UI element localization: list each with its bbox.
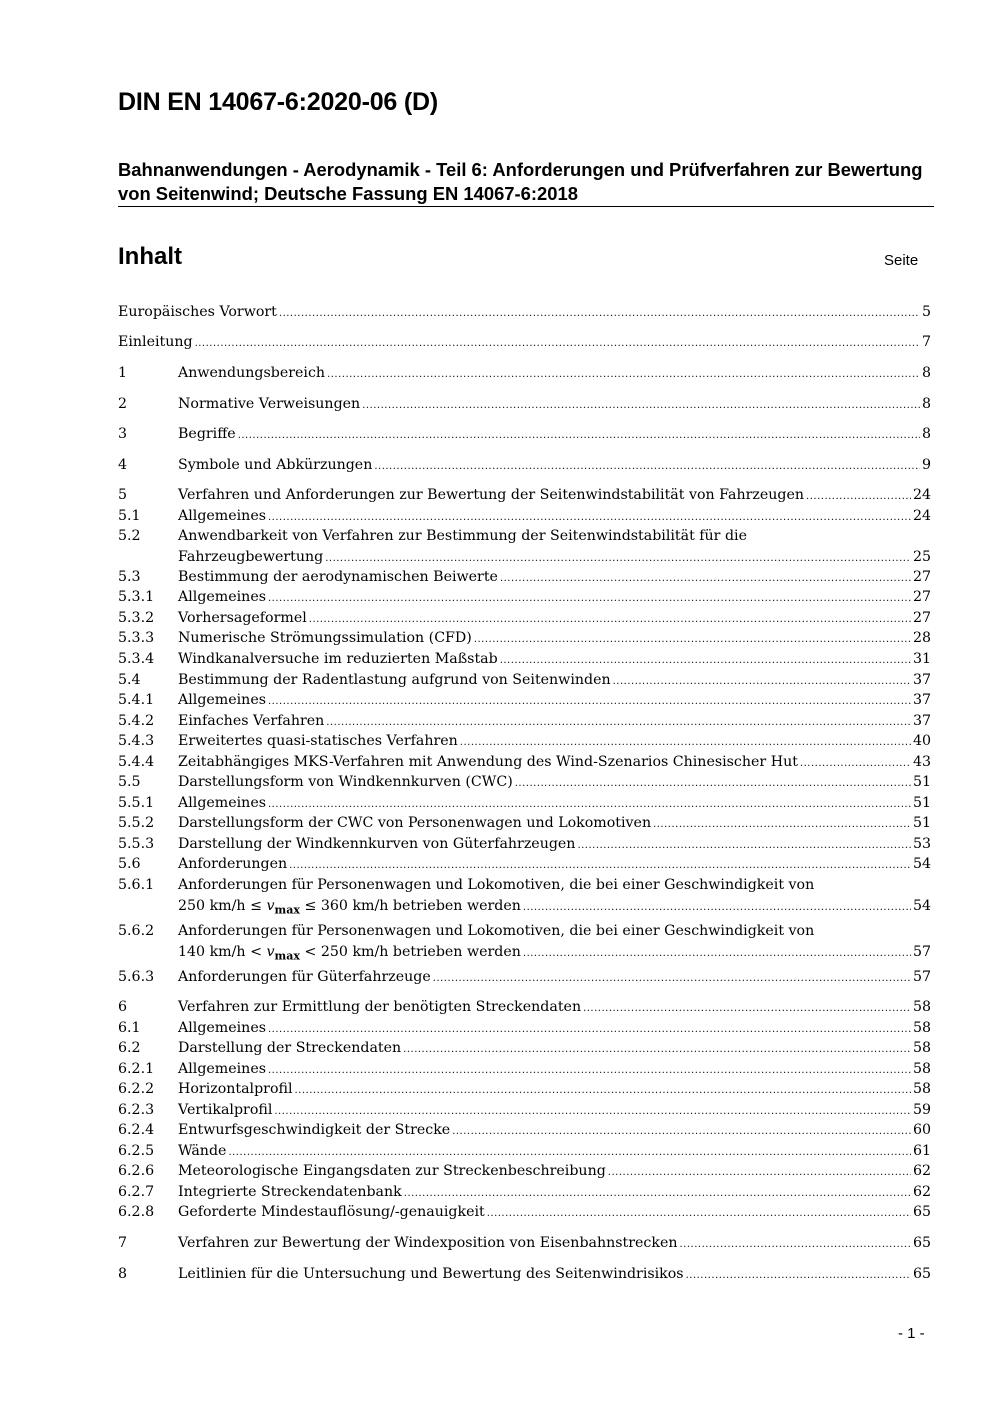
- toc-entry-line: [178, 942, 931, 967]
- toc-entry-line: [178, 690, 931, 713]
- toc-entry-number: 6.2.8: [118, 1204, 155, 1220]
- toc-entry-line: [178, 1233, 931, 1256]
- toc-entry-title: Anwendbarkeit von Verfahren zur Bestimmung der Seitenwindstabilität für die: [178, 528, 747, 544]
- toc-entry-page: 8: [921, 365, 931, 381]
- toc-entry-page: 54: [912, 856, 931, 872]
- toc-entry-number: 3: [118, 426, 128, 442]
- toc-entry-title: Anforderungen für Personenwagen und Lokomotiven, die bei einer Geschwindigkeit von: [178, 923, 815, 939]
- toc-dot-leader: [500, 651, 911, 672]
- toc-entry-title: Integrierte Streckendatenbank: [178, 1184, 402, 1200]
- toc-entry-body: [178, 690, 931, 713]
- toc-entry-number: 2: [118, 396, 128, 412]
- toc-entry-page: 9: [921, 457, 931, 473]
- toc-entry-page: 7: [921, 334, 931, 350]
- toc-entry-number: 5.2: [118, 528, 141, 544]
- toc-entry-line: [118, 332, 931, 355]
- toc-dot-leader: [195, 334, 920, 355]
- toc-entry-title: Anforderungen: [178, 856, 288, 872]
- toc-dot-leader: [268, 692, 911, 713]
- toc-entry-body: [178, 1264, 931, 1287]
- toc-entry-number: 6: [118, 999, 128, 1015]
- toc-entry-number: 5.5.2: [118, 815, 155, 831]
- toc-dot-leader: [362, 396, 920, 417]
- toc-entry-body: [178, 363, 931, 386]
- toc-entry-number: 6.2.1: [118, 1061, 155, 1077]
- toc-entry-number: 5.4: [118, 672, 141, 688]
- toc-entry-line: [178, 455, 931, 478]
- toc-entry[interactable]: [118, 854, 931, 877]
- toc-entry-number: 6.2.6: [118, 1163, 155, 1179]
- toc-entry[interactable]: [118, 1202, 931, 1225]
- toc-entry[interactable]: [118, 731, 931, 754]
- toc-entry-body: [118, 302, 931, 325]
- toc-dot-leader: [403, 1040, 911, 1061]
- toc-entry-title: Numerische Strömungssimulation (CFD): [178, 630, 472, 646]
- toc-entry[interactable]: [118, 526, 931, 569]
- toc-entry-line: [178, 854, 931, 877]
- toc-entry-page: 54: [912, 897, 931, 914]
- toc-entry-number: 5.5.3: [118, 836, 155, 852]
- toc-entry-page: 5: [921, 304, 931, 320]
- toc-entry-title: Vertikalprofil: [178, 1102, 273, 1118]
- toc-entry-title: Allgemeines: [178, 589, 266, 605]
- toc-dot-leader: [680, 1235, 911, 1256]
- toc-entry-body: [178, 587, 931, 610]
- toc-dot-leader: [433, 969, 911, 990]
- toc-entry-body: [178, 875, 931, 921]
- toc-entry-page: 40: [912, 733, 931, 749]
- toc-entry-text-part: 140 km/h <: [178, 943, 267, 960]
- toc-entry-number: 6.2.3: [118, 1102, 155, 1118]
- toc-entry-title: Darstellungsform von Windkennkurven (CWC): [178, 774, 513, 790]
- toc-entry-line: [118, 302, 931, 325]
- toc-entry-number: 5.4.4: [118, 754, 155, 770]
- toc-entry-text-part: ≤ 360 km/h betrieben werden: [299, 897, 521, 914]
- toc-entry-body: [178, 997, 931, 1020]
- toc-dot-leader: [474, 630, 911, 651]
- toc-entry-page: 25: [912, 548, 931, 565]
- toc-entry-title: Anwendungsbereich: [178, 365, 326, 381]
- toc-entry-line: [178, 896, 931, 921]
- toc-entry-title: Meteorologische Eingangsdaten zur Streckenbeschreibung: [178, 1163, 606, 1179]
- toc-entry-body: [178, 854, 931, 877]
- toc-entry-number: 5.6.2: [118, 923, 155, 939]
- toc-entry-page: 65: [912, 1266, 931, 1282]
- toc-entry-page: 58: [912, 1020, 931, 1036]
- toc-entry-line: [178, 731, 931, 754]
- toc-entry-body: [178, 1079, 931, 1102]
- toc-entry-title: Symbole und Abkürzungen: [178, 457, 373, 473]
- toc-entry-title: Horizontalprofil: [178, 1081, 293, 1097]
- toc-entry-text-part: 250 km/h ≤: [178, 897, 267, 914]
- toc-dot-leader: [460, 733, 911, 754]
- toc-entry-title: Allgemeines: [178, 1061, 266, 1077]
- toc-dot-leader: [279, 304, 920, 325]
- toc-entry-number: 6.2: [118, 1040, 141, 1056]
- toc-entry-body: [178, 394, 931, 417]
- toc-entry-number: 8: [118, 1266, 128, 1282]
- toc-entry-number: 5.6.1: [118, 877, 155, 893]
- toc-entry-page: 57: [912, 969, 931, 985]
- toc-entry-body: [178, 1202, 931, 1225]
- toc-entry-title: Bestimmung der aerodynamischen Beiwerte: [178, 569, 498, 585]
- toc-entry-text-part: < 250 km/h betrieben werden: [299, 943, 521, 960]
- toc-entry-title: Leitlinien für die Untersuchung und Bewertung des Seitenwindrisikos: [178, 1266, 684, 1282]
- toc-entry-title: Einfaches Verfahren: [178, 713, 325, 729]
- toc-entry-body: [178, 628, 931, 651]
- toc-entry[interactable]: [118, 690, 931, 713]
- toc-entry[interactable]: [118, 875, 931, 921]
- toc-entry-number: 6.2.2: [118, 1081, 155, 1097]
- toc-entry-number: 5: [118, 487, 128, 503]
- toc-entry-line: [178, 547, 931, 570]
- toc-entry-title-continued: Fahrzeugbewertung: [178, 548, 324, 565]
- toc-dot-leader: [327, 365, 920, 386]
- toc-entry[interactable]: [118, 485, 931, 508]
- toc-entry[interactable]: [118, 813, 931, 836]
- toc-entry-line: [178, 628, 931, 651]
- toc-entry-title: Erweitertes quasi-statisches Verfahren: [178, 733, 458, 749]
- toc-entry-title: Allgemeines: [178, 795, 266, 811]
- document-id: DIN EN 14067-6:2020-06 (D): [118, 88, 438, 116]
- toc-dot-leader: [515, 774, 911, 795]
- toc-entry-line: [178, 1264, 931, 1287]
- toc-entry[interactable]: [118, 997, 931, 1020]
- toc-entry[interactable]: [118, 649, 931, 672]
- toc-entry-title: Europäisches Vorwort: [118, 304, 277, 320]
- toc-entry-body: [118, 332, 931, 355]
- toc-entry-body: [178, 649, 931, 672]
- toc-entry-page: 51: [912, 795, 931, 811]
- toc-dot-leader: [608, 1163, 911, 1184]
- toc-entry-title: Vorhersageformel: [178, 610, 307, 626]
- toc-entry-page: 31: [912, 651, 931, 667]
- toc-entry-number: 6.2.7: [118, 1184, 155, 1200]
- toc-entry[interactable]: [118, 967, 931, 990]
- toc-dot-leader: [268, 589, 911, 610]
- toc-entry-page: 24: [912, 508, 931, 524]
- toc-entry-body: [178, 967, 931, 990]
- toc-entry-body: [178, 455, 931, 478]
- toc-entry-line: [178, 813, 931, 836]
- speed-symbol: v: [266, 943, 275, 960]
- toc-entry-title: Allgemeines: [178, 508, 266, 524]
- toc-entry-line: [178, 1202, 931, 1225]
- toc-entry-body: [178, 731, 931, 754]
- toc-entry-title: Einleitung: [118, 334, 193, 350]
- toc-entry-page: 57: [912, 943, 931, 960]
- toc-entry-title: Begriffe: [178, 426, 236, 442]
- toc-entry-number: 5.4.3: [118, 733, 155, 749]
- toc-entry-line: [178, 424, 931, 447]
- toc-entry-line: [178, 649, 931, 672]
- speed-symbol: v: [266, 897, 275, 914]
- toc-entry[interactable]: [118, 1264, 931, 1287]
- toc-entry-page: 58: [912, 1040, 931, 1056]
- toc-entry-page: 58: [912, 999, 931, 1015]
- toc-entry-number: 5.5: [118, 774, 141, 790]
- toc-entry-page: 65: [912, 1235, 931, 1251]
- toc-entry[interactable]: [118, 394, 931, 417]
- toc-entry-number: 6.1: [118, 1020, 141, 1036]
- toc-entry-number: 5.5.1: [118, 795, 155, 811]
- toc-entry-title: Darstellung der Windkennkurven von Güterfahrzeugen: [178, 836, 576, 852]
- toc-dot-leader: [487, 1204, 911, 1225]
- toc-entry-page: 37: [912, 692, 931, 708]
- toc-entry-page: 37: [912, 672, 931, 688]
- toc-entry-title: Bestimmung der Radentlastung aufgrund von Seitenwinden: [178, 672, 611, 688]
- toc-entry-page: 43: [912, 754, 931, 770]
- toc-dot-leader: [295, 1081, 911, 1102]
- toc-entry-page: 60: [912, 1122, 931, 1138]
- toc-entry-page: 51: [912, 815, 931, 831]
- toc-entry-number: 5.1: [118, 508, 141, 524]
- toc-entry-title: Windkanalversuche im reduzierten Maßstab: [178, 651, 498, 667]
- toc-entry[interactable]: [118, 772, 931, 795]
- toc-dot-leader: [686, 1266, 911, 1287]
- toc-entry-title: Normative Verweisungen: [178, 396, 361, 412]
- toc-entry-body: [178, 921, 931, 967]
- toc-page-column-label: Seite: [884, 252, 919, 269]
- toc-entry-body: [178, 1233, 931, 1256]
- toc-entry-page: 8: [921, 396, 931, 412]
- toc-entry-page: 8: [921, 426, 931, 442]
- toc-entry-page: 27: [912, 610, 931, 626]
- toc-entry-title: Geforderte Mindestauflösung/-genauigkeit: [178, 1204, 485, 1220]
- toc-entry-number: 7: [118, 1235, 128, 1251]
- toc-entry-body: [178, 813, 931, 836]
- toc-entry-body: [178, 1038, 931, 1061]
- toc-dot-leader: [523, 898, 911, 919]
- toc-entry-title: Wände: [178, 1143, 227, 1159]
- toc-entry-page: 62: [912, 1184, 931, 1200]
- toc-entry-number: 6.2.5: [118, 1143, 155, 1159]
- toc-entry-title: Anforderungen für Güterfahrzeuge: [178, 969, 431, 985]
- toc-entry[interactable]: [118, 363, 931, 386]
- toc-entry-title: Verfahren und Anforderungen zur Bewertung der Seitenwindstabilität von Fahrzeugen: [178, 487, 805, 503]
- toc-entry-number: 5.3.2: [118, 610, 155, 626]
- toc-entry[interactable]: [118, 921, 931, 967]
- toc-entry-number: 5.3: [118, 569, 141, 585]
- toc-entry-body: [178, 485, 931, 508]
- toc-entry-page: 51: [912, 774, 931, 790]
- toc-entry-title: Darstellung der Streckendaten: [178, 1040, 402, 1056]
- toc-entry[interactable]: [118, 424, 931, 447]
- toc-entry-number: 1: [118, 365, 128, 381]
- toc-entry-title: Allgemeines: [178, 692, 266, 708]
- toc-entry[interactable]: [118, 1161, 931, 1184]
- page-number: - 1 -: [898, 1325, 925, 1342]
- document-title: Bahnanwendungen - Aerodynamik - Teil 6: Anforderungen und Prüfverfahren zur Bewertung von Seitenwind; Deutsche Fassung EN 14067-6:2018: [118, 159, 923, 204]
- toc-entry-body: [178, 526, 931, 569]
- toc-entry-body: [178, 1120, 931, 1143]
- toc-entry-title: Anforderungen für Personenwagen und Lokomotiven, die bei einer Geschwindigkeit von: [178, 877, 815, 893]
- toc-entry[interactable]: [118, 455, 931, 478]
- toc-entry-title-continued: [178, 896, 521, 921]
- toc-entry-number: 5.4.1: [118, 692, 155, 708]
- toc-dot-leader: [289, 856, 911, 877]
- toc-entry-number: 5.3.4: [118, 651, 155, 667]
- toc-dot-leader: [583, 999, 911, 1020]
- toc-entry-body: [178, 772, 931, 795]
- toc-entry[interactable]: [118, 1120, 931, 1143]
- toc-entry-line: [178, 1079, 931, 1102]
- toc-entry-line: [178, 587, 931, 610]
- toc-entry-title: Darstellungsform der CWC von Personenwagen und Lokomotiven: [178, 815, 652, 831]
- speed-symbol-subscript: max: [274, 902, 300, 916]
- toc-entry[interactable]: [118, 332, 931, 355]
- toc-entry-page: 58: [912, 1081, 931, 1097]
- toc-entry-body: [178, 1161, 931, 1184]
- toc-entry-line: [178, 1161, 931, 1184]
- toc-entry-page: 24: [912, 487, 931, 503]
- toc-entry-line: [178, 772, 931, 795]
- toc-entry-title: Allgemeines: [178, 1020, 266, 1036]
- toc-entry-line: [178, 363, 931, 386]
- speed-symbol-subscript: max: [274, 948, 300, 962]
- toc-dot-leader: [374, 457, 920, 478]
- toc-entry-page: 37: [912, 713, 931, 729]
- toc-entry-number: 5.3.1: [118, 589, 155, 605]
- toc-entry-page: 27: [912, 569, 931, 585]
- toc-entry-number: 5.3.3: [118, 630, 155, 646]
- toc-entry-number: 4: [118, 457, 128, 473]
- toc-dot-leader: [452, 1122, 911, 1143]
- toc-entry-page: 58: [912, 1061, 931, 1077]
- toc-dot-leader: [523, 944, 911, 965]
- toc-entry-number: 5.6: [118, 856, 141, 872]
- toc-dot-leader: [806, 487, 911, 508]
- toc-entry-line: [178, 1038, 931, 1061]
- toc-entry-number: 6.2.4: [118, 1122, 155, 1138]
- toc-entry[interactable]: [118, 1038, 931, 1061]
- toc-entry-title: Zeitabhängiges MKS-Verfahren mit Anwendung des Wind-Szenarios Chinesischer Hut: [178, 754, 798, 770]
- toc-entry-title: Verfahren zur Bewertung der Windexposition von Eisenbahnstrecken: [178, 1235, 678, 1251]
- toc-entry-line: [178, 485, 931, 508]
- toc-entry-line: [178, 394, 931, 417]
- toc-entry-line: [178, 967, 931, 990]
- toc-entry-page: 53: [912, 836, 931, 852]
- toc-entry-line: [178, 1120, 931, 1143]
- toc-entry[interactable]: [118, 1233, 931, 1256]
- toc-entry-page: 65: [912, 1204, 931, 1220]
- toc-entry-number: 5.6.3: [118, 969, 155, 985]
- toc-entry-page: 62: [912, 1163, 931, 1179]
- toc-entry-page: 59: [912, 1102, 931, 1118]
- toc-entry[interactable]: [118, 1079, 931, 1102]
- toc-dot-leader: [238, 426, 920, 447]
- toc-entry-number: 5.4.2: [118, 713, 155, 729]
- toc-entry-body: [178, 424, 931, 447]
- toc-entry-title: Entwurfsgeschwindigkeit der Strecke: [178, 1122, 451, 1138]
- toc-heading: Inhalt: [118, 243, 182, 270]
- toc-entry[interactable]: [118, 587, 931, 610]
- toc-entry-page: 27: [912, 589, 931, 605]
- toc-entry[interactable]: [118, 628, 931, 651]
- toc-dot-leader: [653, 815, 911, 836]
- toc-entry-line: [178, 997, 931, 1020]
- toc-entry-title-continued: [178, 942, 521, 967]
- toc-entry-page: 61: [912, 1143, 931, 1159]
- toc-entry-title: Verfahren zur Ermittlung der benötigten Streckendaten: [178, 999, 582, 1015]
- toc-entry[interactable]: [118, 302, 931, 325]
- toc-entry-page: 28: [912, 630, 931, 646]
